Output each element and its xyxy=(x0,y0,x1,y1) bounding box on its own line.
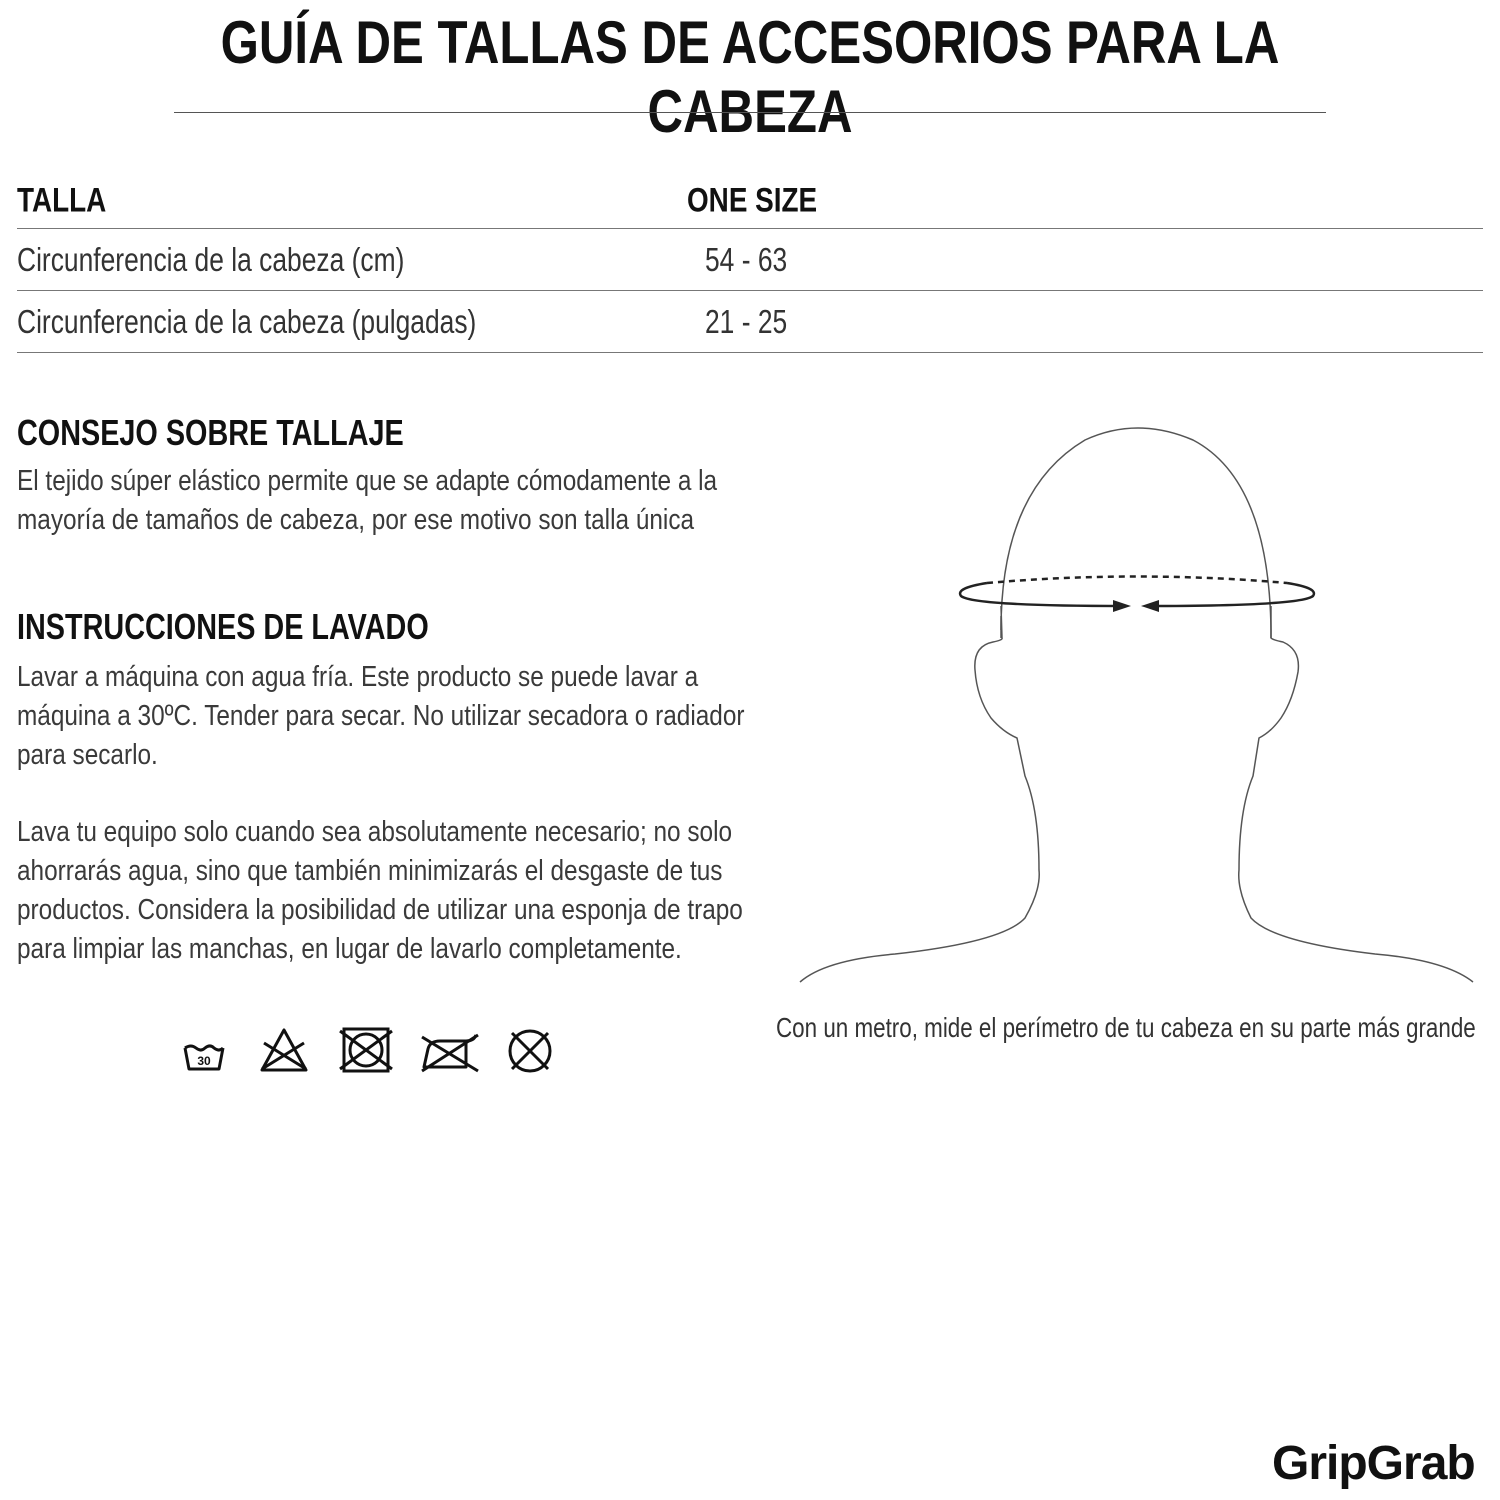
care-icons xyxy=(182,1025,562,1081)
figure-caption: Con un metro, mide el perímetro de tu cabeza en su parte más grande xyxy=(776,1012,1476,1043)
no-bleach-icon xyxy=(256,1025,312,1077)
tape-front-right xyxy=(1147,583,1314,606)
wash-30-icon xyxy=(182,1025,226,1077)
title-divider xyxy=(174,112,1326,113)
text-line: para secarlo. xyxy=(17,739,158,771)
text-line: mayoría de tamaños de cabeza, por ese motivo son talla única xyxy=(17,504,695,536)
arrow-left-icon xyxy=(1141,600,1159,612)
size-table xyxy=(17,165,1483,353)
tape-back-dashed xyxy=(987,577,1287,584)
row-label: Circunferencia de la cabeza (cm) xyxy=(17,240,405,278)
head-outline xyxy=(1001,428,1271,638)
text-line: ahorrarás agua, sino que también minimizarás el desgaste de tus xyxy=(17,855,723,887)
washing-paragraph-1 xyxy=(17,658,748,775)
text-line: Lavar a máquina con agua fría. Este producto se puede lavar a xyxy=(17,661,699,693)
text-line: máquina a 30ºC. Tender para secar. No utilizar secadora o radiador xyxy=(17,700,745,732)
text-line: Lava tu equipo solo cuando sea absolutamente necesario; no solo xyxy=(17,816,733,848)
no-iron-icon xyxy=(418,1025,484,1077)
tape-front-left xyxy=(960,583,1125,606)
right-head-neck-outline xyxy=(1239,606,1473,982)
text-line: El tejido súper elástico permite que se adapte cómodamente a la xyxy=(17,465,718,497)
row-value: 54 - 63 xyxy=(705,240,788,278)
table-row xyxy=(17,291,1483,353)
header-one-size: ONE SIZE xyxy=(687,180,818,219)
text-line: productos. Considera la posibilidad de utilizar una esponja de trapo xyxy=(17,894,743,926)
sizing-tip-section xyxy=(17,412,747,540)
arrow-right-icon xyxy=(1113,600,1131,612)
no-tumble-dry-icon xyxy=(338,1025,394,1077)
sizing-tip-heading: CONSEJO SOBRE TALLAJE xyxy=(17,412,404,453)
washing-heading: INSTRUCCIONES DE LAVADO xyxy=(17,606,429,647)
washing-section xyxy=(17,606,747,969)
washing-paragraph-2 xyxy=(17,813,748,969)
page-title: GUÍA DE TALLAS DE ACCESORIOS PARA LA CABEZA xyxy=(220,9,1280,145)
row-value: 21 - 25 xyxy=(705,302,788,340)
text-line: para limpiar las manchas, en lugar de lavarlo completamente. xyxy=(17,933,682,965)
wash-temp-label: 30 xyxy=(197,1054,211,1068)
header-size-label: TALLA xyxy=(17,180,107,219)
no-dry-clean-icon xyxy=(504,1025,556,1077)
row-label: Circunferencia de la cabeza (pulgadas) xyxy=(17,302,477,340)
sizing-tip-text xyxy=(17,462,748,540)
left-head-neck-outline xyxy=(800,606,1039,982)
table-row xyxy=(17,229,1483,291)
brand-logo: GripGrab xyxy=(1272,1437,1475,1490)
head-measurement-illustration xyxy=(795,420,1485,990)
table-header-row xyxy=(17,165,1483,229)
